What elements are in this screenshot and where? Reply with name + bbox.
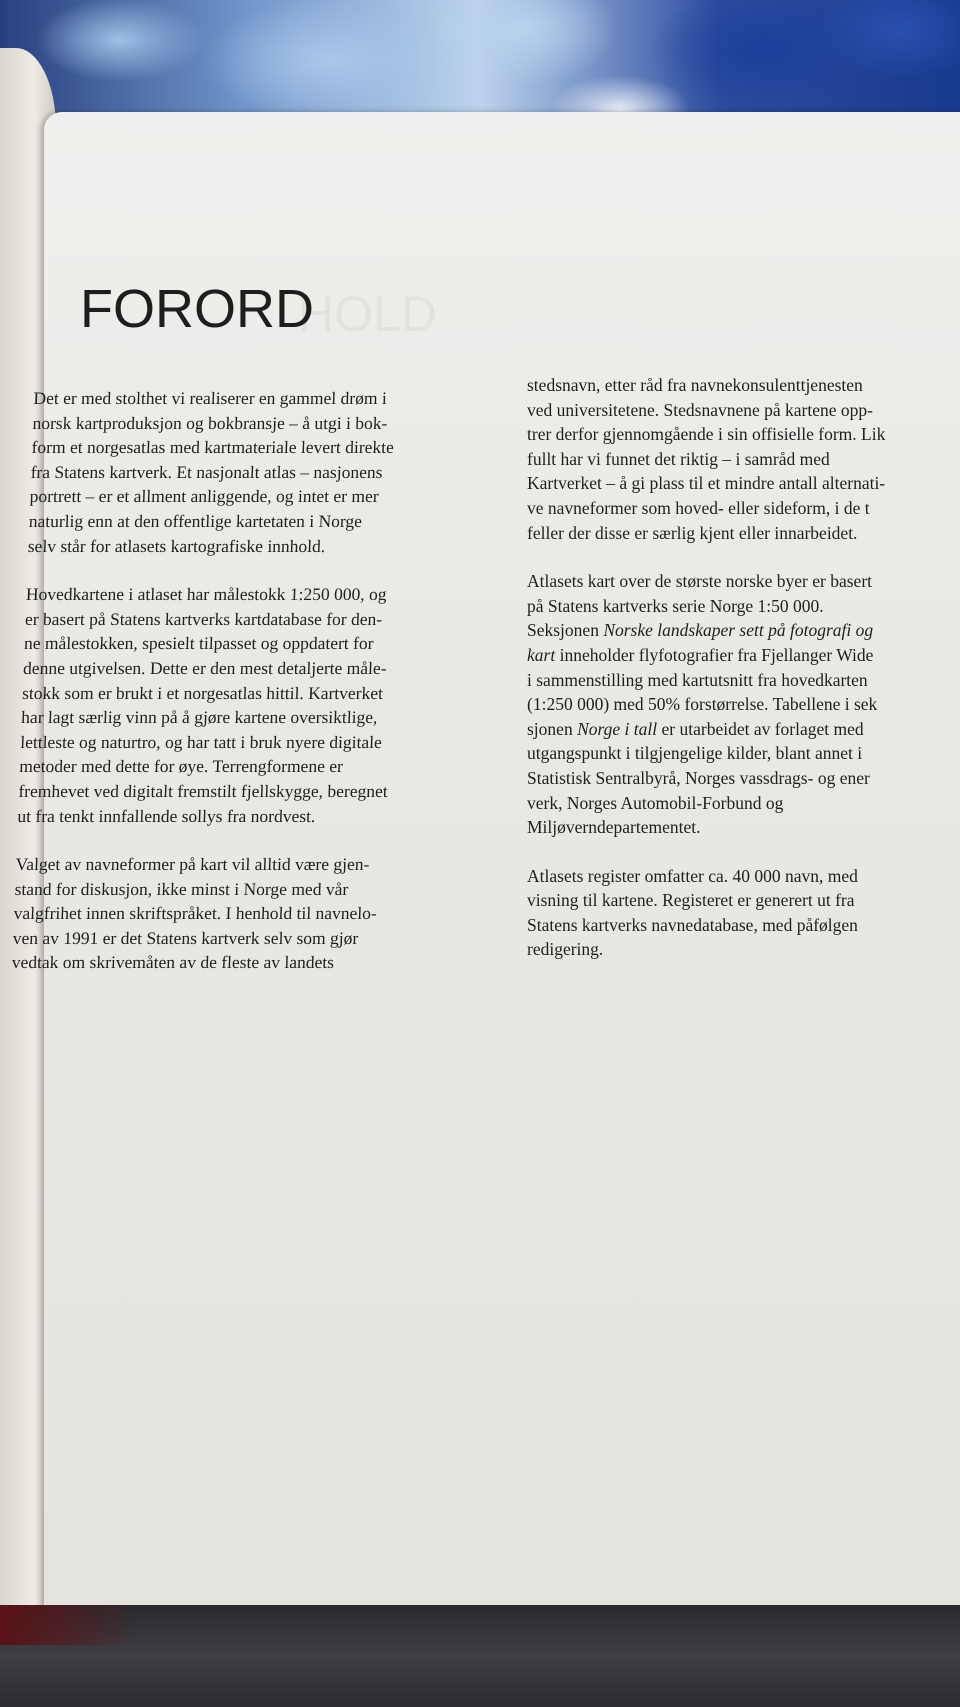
text-line: redigering. xyxy=(527,939,604,960)
text-line: stand for diskusjon, ikke minst i Norge med vår xyxy=(14,878,349,899)
text-line: valgfrihet innen skriftspråket. I henhold til navnelo- xyxy=(13,903,378,924)
text-line: (1:250 000) med 50% forstørrelse. Tabellene i sek xyxy=(527,694,878,715)
text-line xyxy=(527,717,960,742)
text-line: har lagt særlig vinn på å gjøre kartene oversiktlige, xyxy=(20,707,378,728)
text-line: vedtak om skrivemåten av de fleste av landets xyxy=(11,952,335,973)
text-line: Atlasets register omfatter ca. 40 000 navn, med xyxy=(527,865,858,886)
text-line: stokk som er brukt i et norgesatlas hittil. Kartverket xyxy=(21,682,384,703)
text-line: er basert på Statens kartverks kartdatabase for den- xyxy=(24,608,383,629)
paragraph-6 xyxy=(527,864,960,962)
text-line: ve navneformer som hoved- eller sideform, i de t xyxy=(527,497,870,518)
text-line: fullt har vi funnet det riktig – i samråd med xyxy=(527,448,830,469)
text-line: Det er med stolthet vi realiserer en gammel drøm i xyxy=(33,388,388,408)
text-line: i sammenstilling med kartutsnitt fra hovedkarten xyxy=(527,669,868,690)
text-line: stedsnavn, etter råd fra navnekonsulenttjenesten xyxy=(527,375,863,395)
text-line: Statens kartverks navnedatabase, med påfølgen xyxy=(527,914,858,935)
text-line: Valget av navneformer på kart vil alltid være gjen- xyxy=(15,854,370,875)
bottom-surface xyxy=(0,1605,960,1707)
text-line: trer derfor gjennomgående i sin offisielle form. Lik xyxy=(527,424,886,445)
text-line: Atlasets kart over de største norske byer er basert xyxy=(527,571,873,592)
text-line: fremhevet ved digitalt fremstilt fjellskygge, beregnet xyxy=(18,780,389,801)
text-line: denne utgivelsen. Dette er den mest detaljerte måle- xyxy=(22,657,388,678)
italic-title: Norske landskaper sett på fotografi og xyxy=(603,620,874,641)
text-line: feller der disse er særlig kjent eller innarbeidet. xyxy=(527,522,858,543)
text-run: Seksjonen xyxy=(527,620,604,641)
text-line: portrett – er et allment anliggende, og intet er mer xyxy=(29,486,380,507)
ghost-show-through-text: HOLD xyxy=(298,286,437,342)
text-line: naturlig enn at den offentlige kartetaten i Norge xyxy=(28,510,363,531)
text-line: ved universitetene. Stedsnavnene på kartene opp- xyxy=(527,399,873,420)
text-line: visning til kartene. Registeret er generert ut fra xyxy=(527,890,855,911)
text-line: ven av 1991 er det Statens kartverk selv som gjør xyxy=(12,927,359,948)
text-line: på Statens kartverks serie Norge 1:50 000. xyxy=(527,595,824,616)
text-line: fra Statens kartverk. Et nasjonalt atlas – nasjonens xyxy=(30,461,383,482)
paragraph-3 xyxy=(11,852,486,975)
text-line: Kartverket – å gi plass til et mindre antall alternati- xyxy=(527,473,886,494)
text-run: sjonen xyxy=(527,718,578,739)
text-line: Statistisk Sentralbyrå, Norges vassdrags- og ener xyxy=(527,767,870,788)
text-line: form et norgesatlas med kartmateriale levert direkte xyxy=(31,437,395,458)
text-line xyxy=(527,618,960,643)
text-line: utgangspunkt i tilgjengelige kilder, blant annet i xyxy=(527,743,863,764)
paragraph-2 xyxy=(17,582,496,828)
text-line: norsk kartproduksjon og bokbransje – å utgi i bok- xyxy=(32,412,388,433)
page-title: FORORD xyxy=(80,279,314,339)
text-run: inneholder flyfotografier fra Fjellanger Wide xyxy=(555,644,874,665)
text-line: lettleste og naturtro, og har tatt i bruk nyere digitale xyxy=(19,731,383,752)
text-line: metoder med dette for øye. Terrengformene er xyxy=(19,756,344,777)
italic-title: kart xyxy=(527,644,556,665)
text-line xyxy=(527,643,960,668)
italic-title: Norge i tall xyxy=(577,718,658,739)
text-line: Miljøverndepartementet. xyxy=(527,817,701,838)
text-line: selv står for atlasets kartografiske innhold. xyxy=(27,535,326,556)
text-line: ne målestokken, spesielt tilpasset og oppdatert for xyxy=(23,633,374,654)
paragraph-1 xyxy=(27,386,504,558)
paragraph-4 xyxy=(527,373,960,545)
right-column xyxy=(527,373,960,986)
text-line: ut fra tenkt innfallende sollys fra nordvest. xyxy=(17,805,316,826)
left-column xyxy=(10,386,504,999)
text-run: er utarbeidet av forlaget med xyxy=(657,718,864,739)
text-line: verk, Norges Automobil-Forbund og xyxy=(527,792,784,813)
bottom-red-cloth xyxy=(0,1605,140,1645)
text-line: Hovedkartene i atlaset har målestokk 1:250 000, og xyxy=(25,584,387,605)
paragraph-5 xyxy=(527,569,960,840)
